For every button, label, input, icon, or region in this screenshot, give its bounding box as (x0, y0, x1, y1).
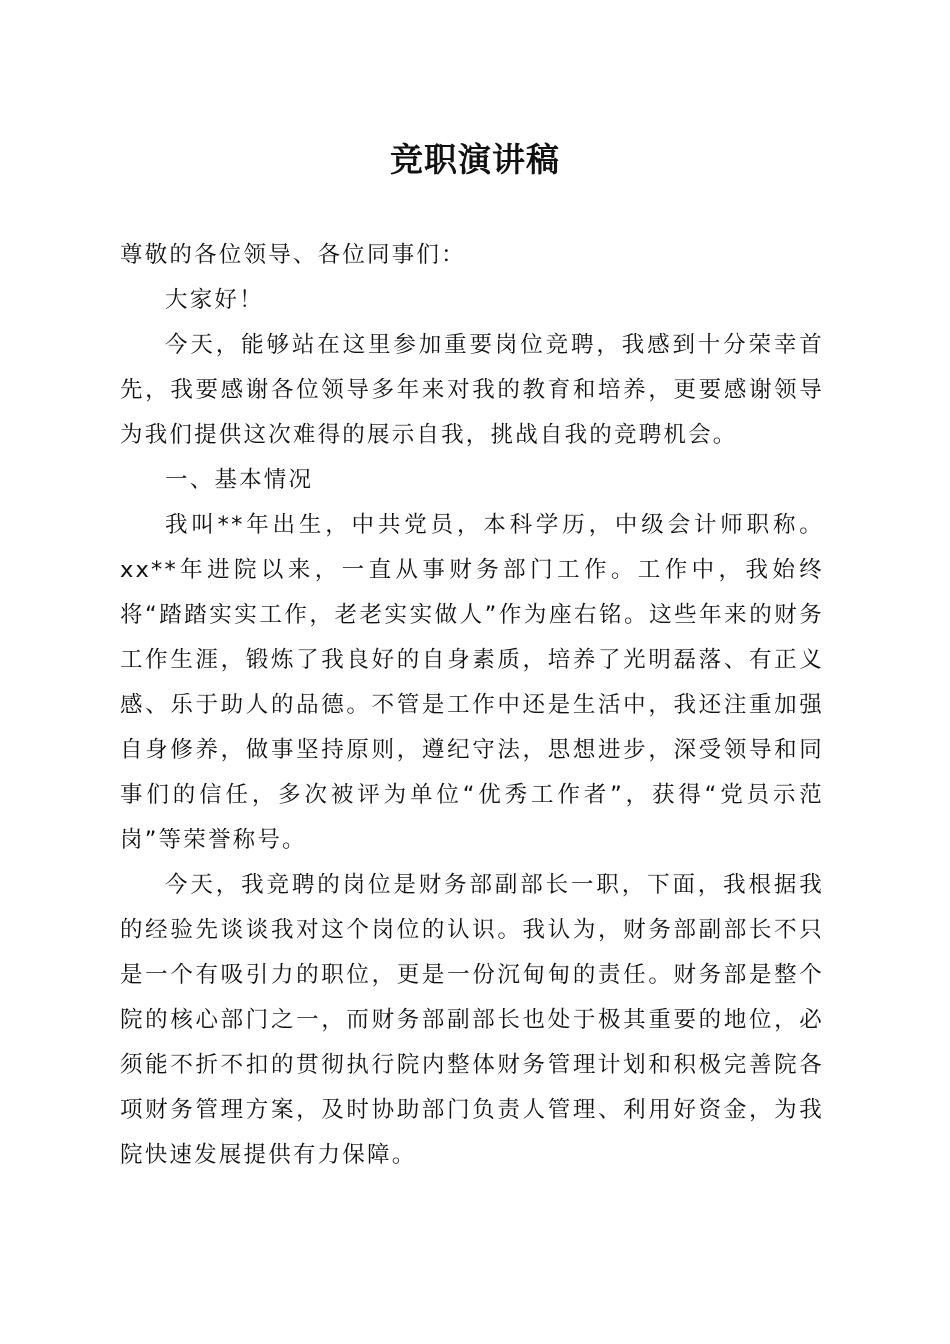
section-heading-basic-info: 一、基本情况 (165, 467, 314, 493)
greeting: 大家好！ (165, 287, 264, 313)
document-title: 竞职演讲稿 (390, 140, 560, 179)
intro-paragraph: 今天，能够站在这里参加重要岗位竞聘，我感到十分荣幸首先，我要感谢各位领导多年来对我的教育和培养，更要感谢领导为我们提供这次难得的展示自我，挑战自我的竞聘机会。 (120, 332, 824, 448)
background-paragraph: 我叫**年出生，中共党员，本科学历，中级会计师职称。xx**年进院以来，一直从事财务部门工作。工作中，我始终将“踏踏实实工作，老老实实做人”作为座右铭。这些年来的财务工作生涯，锻炼了我良好的自身素质，培养了光明磊落、有正义感、乐于助人的品德。不管是工作中还是生活中，我还注重加强自身修养，做事坚持原则，遵纪守法，思想进步，深受领导和同事们的信任，多次被评为单位“优秀工作者”，获得“党员示范岗”等荣誉称号。 (120, 512, 824, 853)
salutation: 尊敬的各位领导、各位同事们： (120, 242, 466, 268)
position-paragraph: 今天，我竞聘的岗位是财务部副部长一职，下面，我根据我的经验先谈谈我对这个岗位的认识。我认为，财务部副部长不只是一个有吸引力的职位，更是一份沉甸甸的责任。财务部是整个院的核心部门之一，而财务部副部长也处于极其重要的地位，必须能不折不扣的贯彻执行院内整体财务管理计划和积极完善院各项财务管理方案，及时协助部门负责人管理、利用好资金，为我院快速发展提供有力保障。 (120, 872, 824, 1168)
document-body (120, 233, 824, 1178)
